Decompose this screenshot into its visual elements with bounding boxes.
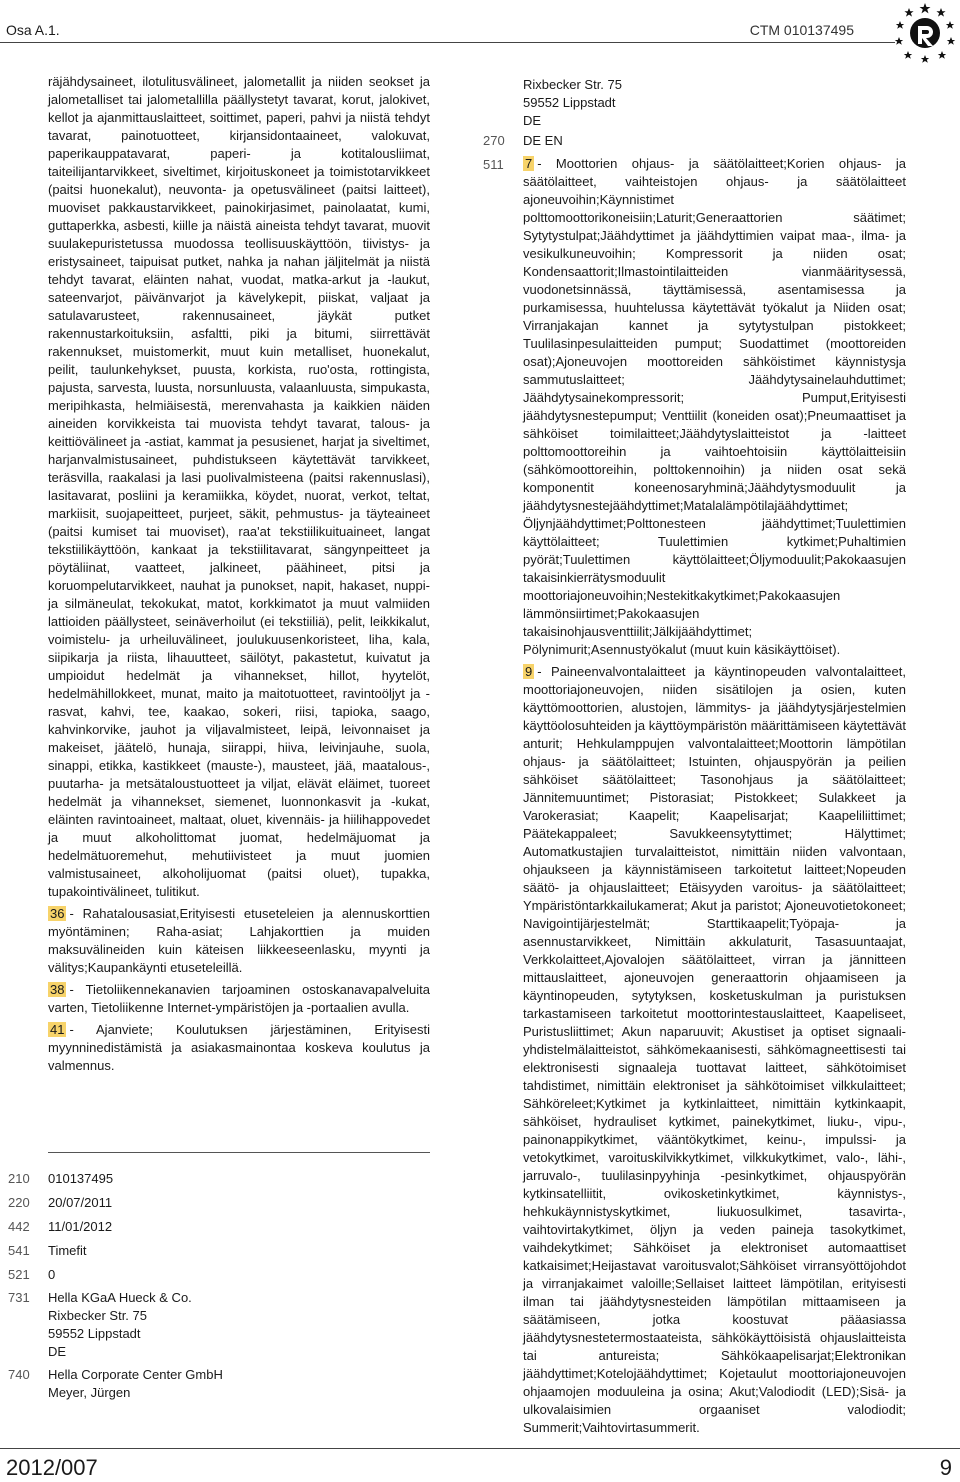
applicant-name: Hella KGaA Hueck & Co. <box>48 1290 192 1305</box>
field-code-541: 541 <box>8 1243 30 1258</box>
field-731-value <box>48 1289 192 1361</box>
address-city: 59552 Lippstadt <box>523 95 616 110</box>
applicant-street: Rixbecker Str. 75 <box>48 1308 147 1323</box>
field-code-731: 731 <box>8 1290 30 1305</box>
field-442-value: 11/01/2012 <box>48 1219 113 1234</box>
bulletin-issue: 2012/007 <box>6 1455 98 1480</box>
eu-stars-logo-icon <box>893 2 957 64</box>
field-code-740: 740 <box>8 1367 30 1382</box>
representative-person: Meyer, Jürgen <box>48 1385 131 1400</box>
class-text: räjähdysaineet, ilotulitusvälineet, jalometallit ja niiden seokset ja jalometalliset tai jalometallilla päällystetyt tavarat, korut, jalokivet, kellot ja ajanmittauslaitteet, soittimet, paperi, pahvi ja niistä tehdyt tavarat, painotuotteet, kirjansidontaaineet, valokuvat, paperikauppatavarat, paperi- ja kotitalousliimat, taiteilijantarvikkeet, siveltimet, kirjoituskoneet ja toimistotarvikkeet (paitsi huonekalut), neuvonta- ja opetusvälineet (paitsi laitteet), muoviset pakkaustarvikkeet, painokirjasimet, painolaatat, kumi, guttaperkka, asbesti, kiille ja näistä aineista tehdyt tavarat, muovit suulakepuristetussa muodossa teollisuuskäyttöön, tiivistys- ja eristysaineet, taipuisat putket, nahka ja nahan jäljitelmät ja niistä tehdyt tavarat, eläinten nahat, vuodat, matka-arkut ja -laukut, sateenvarjot, päivänvarjot ja kävelykepit, piiskat, valjaat ja satulavarusteet, rakennusaineet, jäykät putket rakennustarkoituksiin, asfaltti, piki ja bitumi, siirrettävät rakennukset, muistomerkit, muut kuin metalliset, huonekalut, peilit, taulunkehykset, puusta, korkista, ruo'osta, rottingista, pajusta, sarvesta, luusta, norsunluusta, valaanluusta, simpukasta, meripihkasta, helmiäisestä, merenvahasta ja kaikkien näiden aineiden korvikkeista tai muovista tehdyt tavarat, talous- ja keittiövälineet ja -astiat, kammat ja pesusienet, harjat ja siveltimet, harjanvalmistusaineet, puhdistukseen käytettävät tarvikkeet, teräsvilla, raakalasi ja lasi puolivalmisteena (paitsi rakennuslasi), lasitavarat, posliini ja keramiikka, köydet, nuorat, verkot, teltat, markiisit, suojapeitteet, purjeet, säkit, pehmustus- ja täyteaineet (paitsi kumiset tai muoviset), raa'at tekstiilikuituaineet, langat tekstiilikäyttöön, kankaat ja tekstiilitavarat, sängynpeitteet ja pöytäliinat, vaatteet, jalkineet, päähineet, pitsi ja koruompelutarvikkeet, nauhat ja punokset, napit, hakaset, nuppi- ja silmäneulat, tekokukat, matot, korkkimatot ja muut valmiiden lattioiden päällysteet, seinäverhoilut (ei tekstiiliä), pelit, leikkikalut, voimistelu- ja urheiluvälineet, joulukuusenkoristeet, liha, kala, siipikarja ja riista, lihauutteet, säilötyt, pakastetut, kuivatut ja umpioidut hedelmät ja vihannekset, hillot, hyytelöt, hedelmähillokkeet, munat, maito ja maitotuotteet, ravintoöljyt ja -rasvat, kahvi, tee, kaakao, sokeri, riisi, tapioka, saago, kahvinkorvike, jauhot ja viljavalmisteet, leipä, leivonnaiset ja makeiset, jäätelö, hunaja, siirappi, hiiva, leivinjauhe, suola, sinappi, etikka, kastikkeet (mauste-), mausteet, jää, maatalous-, puutarha- ja metsätaloustuotteet ja viljat, elävät eläimet, tuoreet hedelmät ja vihannekset, siemenet, luonnonkasvit ja -kukat, eläinten ravintoaineet, maltaat, oluet, kivennäis- ja hiilihappovedet ja muut alkoholittomat juomat, hedelmäjuomat ja hedelmätuoremehut, mehutiivisteet ja muut juomien valmistusaineet, alkoholijuomat (paitsi oluet), tupakka, tupakointivälineet, tulitikut. <box>48 74 430 899</box>
class-number: 7 <box>525 156 533 171</box>
header-trademark-number: CTM 010137495 <box>749 22 854 38</box>
field-210-value: 010137495 <box>48 1171 114 1186</box>
header-section-label: Osa A.1. <box>6 22 60 38</box>
field-code-442: 442 <box>8 1219 30 1234</box>
page-number: 9 <box>939 1455 952 1480</box>
address-country: DE <box>523 113 542 128</box>
field-code-270: 270 <box>483 133 505 148</box>
field-521-value: 0 <box>48 1267 56 1282</box>
class-text: - Moottorien ohjaus- ja säätölaitteet;Korien ohjaus- ja säätölaitteet, vaihteistojen ohjaus- ja säätölaitteet ajoneuvoihin;Käynnistimet polttomoottorikoneisiin;Laturit;Generaattorien säätimet; Sytytystulpat;Jäähdyttimet ja jäähdyttimien vaipat maa-, ilma- ja vesikulkuneuvoihin; Kompressorit ja niiden osat; Kondensaattorit;Ilmastointilaitteiden vianmääritysessä, vuodonetsinnässä, täyttämisessä, asentamisessa ja purkamisessa, huuhtelussa käytettävät työkalut ja Niiden osat; Virranjakajan kannet ja sytytystulpan pistokkeet; Tuulilasinpesulaitteiden pumput; Suodattimet (moottoreiden osat);Ajoneuvojen moottoreiden sähköistimet käynnistysja sammutuslaitteet; Jäähdytysainelauhduttimet; Jäähdytysainekompressorit; Pumput,Erityisesti jäähdytysnestepumput; Venttiilit (koneiden osat);Pneumaattiset ja sähköiset toimilaitteet;Jäähdytyslaitteistot ja -laitteet polttomoottoreihin ja vaihtoehtoisiin käyttölaitteisiin (sähkömoottoreihin, polttokennoihin) ja niiden osat sekä komponentit koneenosaryhminä;Jäähdytysmoduulit ja jäähdytysnestejäähdyttimet;Matalalämpötilajäähdyttimet; Öljynjäähdyttimet;Polttonesteen jäähdyttimet;Tuulettimien käyttölaitteet; Tuulettimien kytkimet;Puhaltimien pyörät;Tuulettimen käyttölaitteet;Öljymoduulit;Pakokaasujen takaisinkierrätysmoduulit moottoriajoneuvoihin;Nestekitkakytkimet;Pakokaasujen lämmönsiirtimet;Pakokaasujen takaisinohjausventtiilit;Jälkijäähdyttimet; Pölynimurit;Asennustyökalut (muut kuin käsikäyttöiset). <box>523 156 906 657</box>
class-entry-9 <box>523 663 906 1437</box>
footer-rule <box>0 1448 960 1449</box>
field-541-value: Timefit <box>48 1243 87 1258</box>
right-address <box>523 76 622 130</box>
class-entry-7 <box>523 155 906 659</box>
class-number: 9 <box>525 664 533 679</box>
representative-name: Hella Corporate Center GmbH <box>48 1367 223 1382</box>
field-code-511: 511 <box>483 157 504 172</box>
address-street: Rixbecker Str. 75 <box>523 77 622 92</box>
class-text: - Rahatalousasiat,Erityisesti etuseteleien ja alennuskorttien myöntäminen; Raha-asiat; Lahjakorttien ja muiden maksuvälineiden kuin käteisen liikkeeseenlasku, myynti ja välitys;Kaupankäynti etuseteleillä. <box>48 906 430 975</box>
field-code-210: 210 <box>8 1171 30 1186</box>
field-code-220: 220 <box>8 1195 30 1210</box>
class-text: - Paineenvalvontalaitteet ja käyntinopeuden valvontalaitteet, moottoriajoneuvojen, niiden sisätilojen ja osien, kuten käyttömoottorien, alustojen, lämmitys- ja jäähdytysjärjestelmien käyttöolosuhteiden ja käyttöympäristön määrittämiseen käytettävät anturit; Hehkulamppujen valvontalaitteet;Moottorin lämpötilan ohjaus- ja säätölaitteet; Istuinten, ohjauspyörän ja peilien sähköiset säätölaitteet; Tasonohjaus ja säätölaitteet; Jännitemuuntimet; Pistorasiat; Pistokkeet; Sulakkeet ja Varokerasiat; Kaapelit; Kaapelisarjat; Kaapeliliittimet; Päätekappaleet; Savukkeensytyttimet; Hälyttimet; Automatkustajien turvalaitteistot, nimittäin niiden valvontaan, ohjaukseen ja käynnistämiseen tarkoitetut laitteet;Nopeuden säätö- ja ohjauslaitteet; Etäisyyden varoitus- ja säätölaitteet; Ympäristöntarkkailukamerat; Akut ja paristot; Ajoneuvotietokoneet; Navigointijärjestelmät; Starttikaapelit;Työpaja- ja asennustarvikkeet, Nimittäin akkulaturit, Tasasuuntaajat, Verkkolaitteet,Ajovalojen säätölaitteet, virran ja jännitteen mittauslaitteet, ajoneuvojen generaattorin ohjaamiseen ja käyntinopeuden, sytytyksen, kosketuskulman ja puristuksen tarkastamiseen tarkoitetut moottorintestauslaitteet, Kaapeliseet, Puristusliittimet; Akun naparuuvit; Akustiset ja optiset signaali-yhdistelmälaitteistot, sähkömekaanisesti, sähkömagneettisesti tai elektronisesti signaaleja tuottavat laitteet, sähkötoimiset tahdistimet, nimittäin elektroniset ja sähkötoimiset vilkkulaitteet; Sähköreleet;Kytkimet ja kytkinlaitteet, nimittäin kytkinkaapit, sähköiset, hydrauliset kytkimet, painekytkimet, liuku-, vipu-, painonappikytkimet, vääntökytkimet, keinu-, impulssi- ja vetokytkimet, varoituskilvikkytkimet, vilkkukytkimet, valo-, lähi-, jarruvalo-, tuulilasinpyyhinja -pesinkytkimet, ohjauspyörän kytkinsatelliitit, ovikosketinkytkimet, käynnistys-, hehkukäynnistyskytkimet, liukuosulkimet, tasavirta-, vaihtovirtakytkimet, öljyn ja veden paineja tasokytkimet, vaihdekytkimet; Sähköiset ja elektroniset automaattiset katkaisimet;Heijastavat varoitusvalot;Sähköiset virransyöttöjohdot ja virranjakaimet valoille;Sellaiset laitteet lämpötilan, erityisesti ilman tai jäähdytysnesteiden lämpötilan mittaamiseen ja säätämiseen, jotka koostuvat pääasiassa jäähdytysnestetermostaateista, sähkökäyttöisistä ohjauslaitteista tai antureista; Sähkökaapelisarjat;Elektronikan jäähdyttimet;Kotelojäähdyttimet; Kojetaulut moottoriajoneuvojen ohjaamojen moduuleina ja osina; Akut;Valodiodit (LED);Sisä- ja ulkovalaisimien orgaaniset valodiodit; Summerit;Vaihtovirtasummerit. <box>523 664 906 1435</box>
class-entry-38 <box>48 981 430 1017</box>
class-number: 38 <box>50 982 65 997</box>
record-separator <box>48 1152 430 1153</box>
field-code-521: 521 <box>8 1267 30 1282</box>
field-270-languages: DE EN <box>523 133 563 148</box>
right-goods-list <box>523 155 906 1441</box>
applicant-country: DE <box>48 1344 67 1359</box>
class-entry-36 <box>48 905 430 977</box>
class-number: 41 <box>50 1022 65 1037</box>
applicant-city: 59552 Lippstadt <box>48 1326 141 1341</box>
class-text: - Tietoliikennekanavien tarjoaminen ostoskanavapalveluita varten, Tietoliikenne Internet-ympäristöjen ja -portaalien avulla. <box>48 982 430 1015</box>
left-goods-list <box>48 73 430 1079</box>
class-entry-continued <box>48 73 430 901</box>
class-text: - Ajanviete; Koulutuksen järjestäminen, Erityisesti myynninedistämistä ja asiakasmainontaa koskeva koulutus ja valmennus. <box>48 1022 430 1073</box>
field-740-value <box>48 1366 223 1402</box>
class-number: 36 <box>50 906 65 921</box>
field-220-value: 20/07/2011 <box>48 1195 113 1210</box>
class-entry-41 <box>48 1021 430 1075</box>
header-rule <box>0 42 895 43</box>
